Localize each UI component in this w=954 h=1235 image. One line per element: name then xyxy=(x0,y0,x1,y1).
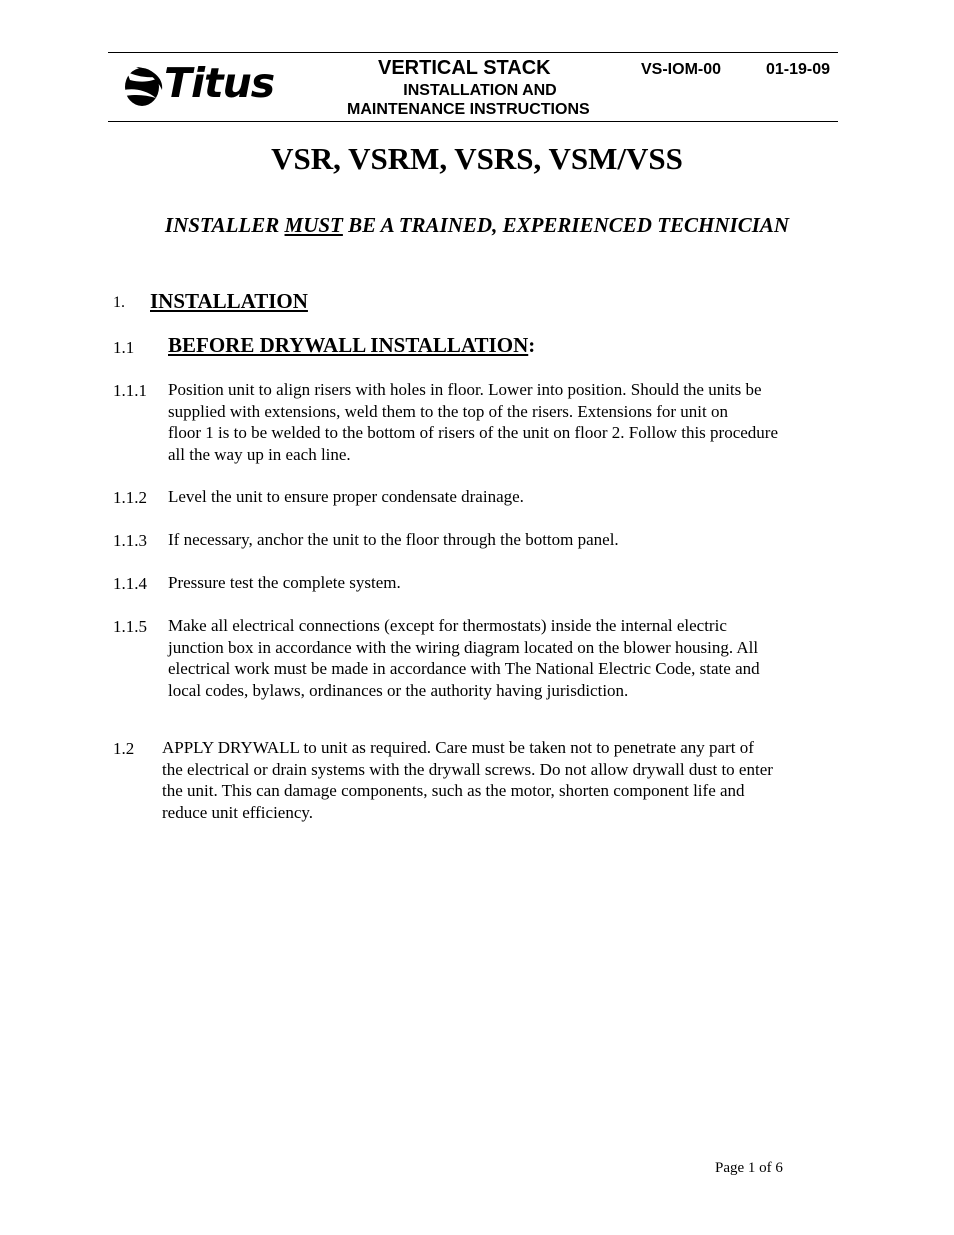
paragraph-line: the electrical or drain systems with the drywall screws. Do not allow drywall dust to enter xyxy=(162,759,773,779)
item-number: 1.1.3 xyxy=(113,531,147,550)
header-subtitle-line2: MAINTENANCE INSTRUCTIONS xyxy=(347,101,590,118)
list-item xyxy=(168,572,848,594)
item-line: Make all electrical connections (except for thermostats) inside the internal electric xyxy=(168,616,727,635)
header-bottom-rule xyxy=(108,121,838,122)
paragraph-line: APPLY DRYWALL to unit as required. Care must be taken not to penetrate any part of xyxy=(162,738,754,757)
section-number: 1. xyxy=(113,294,125,311)
item-line: supplied with extensions, weld them to the top of the risers. Extensions for unit on xyxy=(168,401,728,421)
item-line: electrical work must be made in accordance with The National Electric Code, state and xyxy=(168,659,760,679)
subsection-number: 1.1 xyxy=(113,338,135,357)
item-line: If necessary, anchor the unit to the floor through the bottom panel. xyxy=(168,530,619,549)
document-date: 01-19-09 xyxy=(766,61,831,78)
item-line: floor 1 is to be welded to the bottom of risers of the unit on floor 2. Follow this procedure xyxy=(168,423,779,443)
item-number: 1.1.5 xyxy=(113,617,147,636)
header-title: VERTICAL STACK xyxy=(378,57,551,79)
item-line: junction box in accordance with the wiring diagram located on the blower housing. All xyxy=(168,637,759,657)
warning-text-before: INSTALLER xyxy=(164,213,285,237)
item-number: 1.1.2 xyxy=(113,488,147,507)
item-line: all the way up in each line. xyxy=(168,445,351,465)
item-line: local codes, bylaws, ordinances or the authority having jurisdiction. xyxy=(168,681,629,701)
warning-text-after: BE A TRAINED, EXPERIENCED TECHNICIAN xyxy=(342,213,790,237)
section-apply-drywall xyxy=(162,737,852,824)
list-item xyxy=(168,615,848,702)
subsection-heading-before-drywall xyxy=(168,333,535,358)
titus-logo xyxy=(122,59,275,111)
document-code: VS-IOM-00 xyxy=(641,61,722,78)
item-line: Level the unit to ensure proper condensate drainage. xyxy=(168,487,524,506)
list-item xyxy=(168,529,848,551)
subsection-heading-colon: : xyxy=(528,333,536,357)
subsection-heading-text: BEFORE DRYWALL INSTALLATION xyxy=(168,333,529,357)
swirl-logo-icon xyxy=(122,64,164,110)
logo-wordmark: Titus xyxy=(164,59,275,107)
list-item xyxy=(168,486,848,508)
item-line: Pressure test the complete system. xyxy=(168,573,401,592)
paragraph-line: reduce unit efficiency. xyxy=(162,803,314,823)
header-subtitle-line1: INSTALLATION AND xyxy=(403,82,557,99)
section-heading-installation: INSTALLATION xyxy=(150,289,308,313)
list-item xyxy=(168,379,848,466)
paragraph-line: the unit. This can damage components, such as the motor, shorten component life and xyxy=(162,781,745,801)
page-number: Page 1 of 6 xyxy=(715,1160,783,1176)
header-top-rule xyxy=(108,52,838,53)
item-number: 1.1.1 xyxy=(113,381,147,400)
document-title: VSR, VSRM, VSRS, VSM/VSS xyxy=(271,141,683,176)
installer-warning xyxy=(0,213,954,238)
section-number-1-2: 1.2 xyxy=(113,739,135,758)
item-line: Position unit to align risers with holes in floor. Lower into position. Should the units be xyxy=(168,380,762,399)
item-number: 1.1.4 xyxy=(113,574,147,593)
warning-emphasis: MUST xyxy=(284,213,343,237)
